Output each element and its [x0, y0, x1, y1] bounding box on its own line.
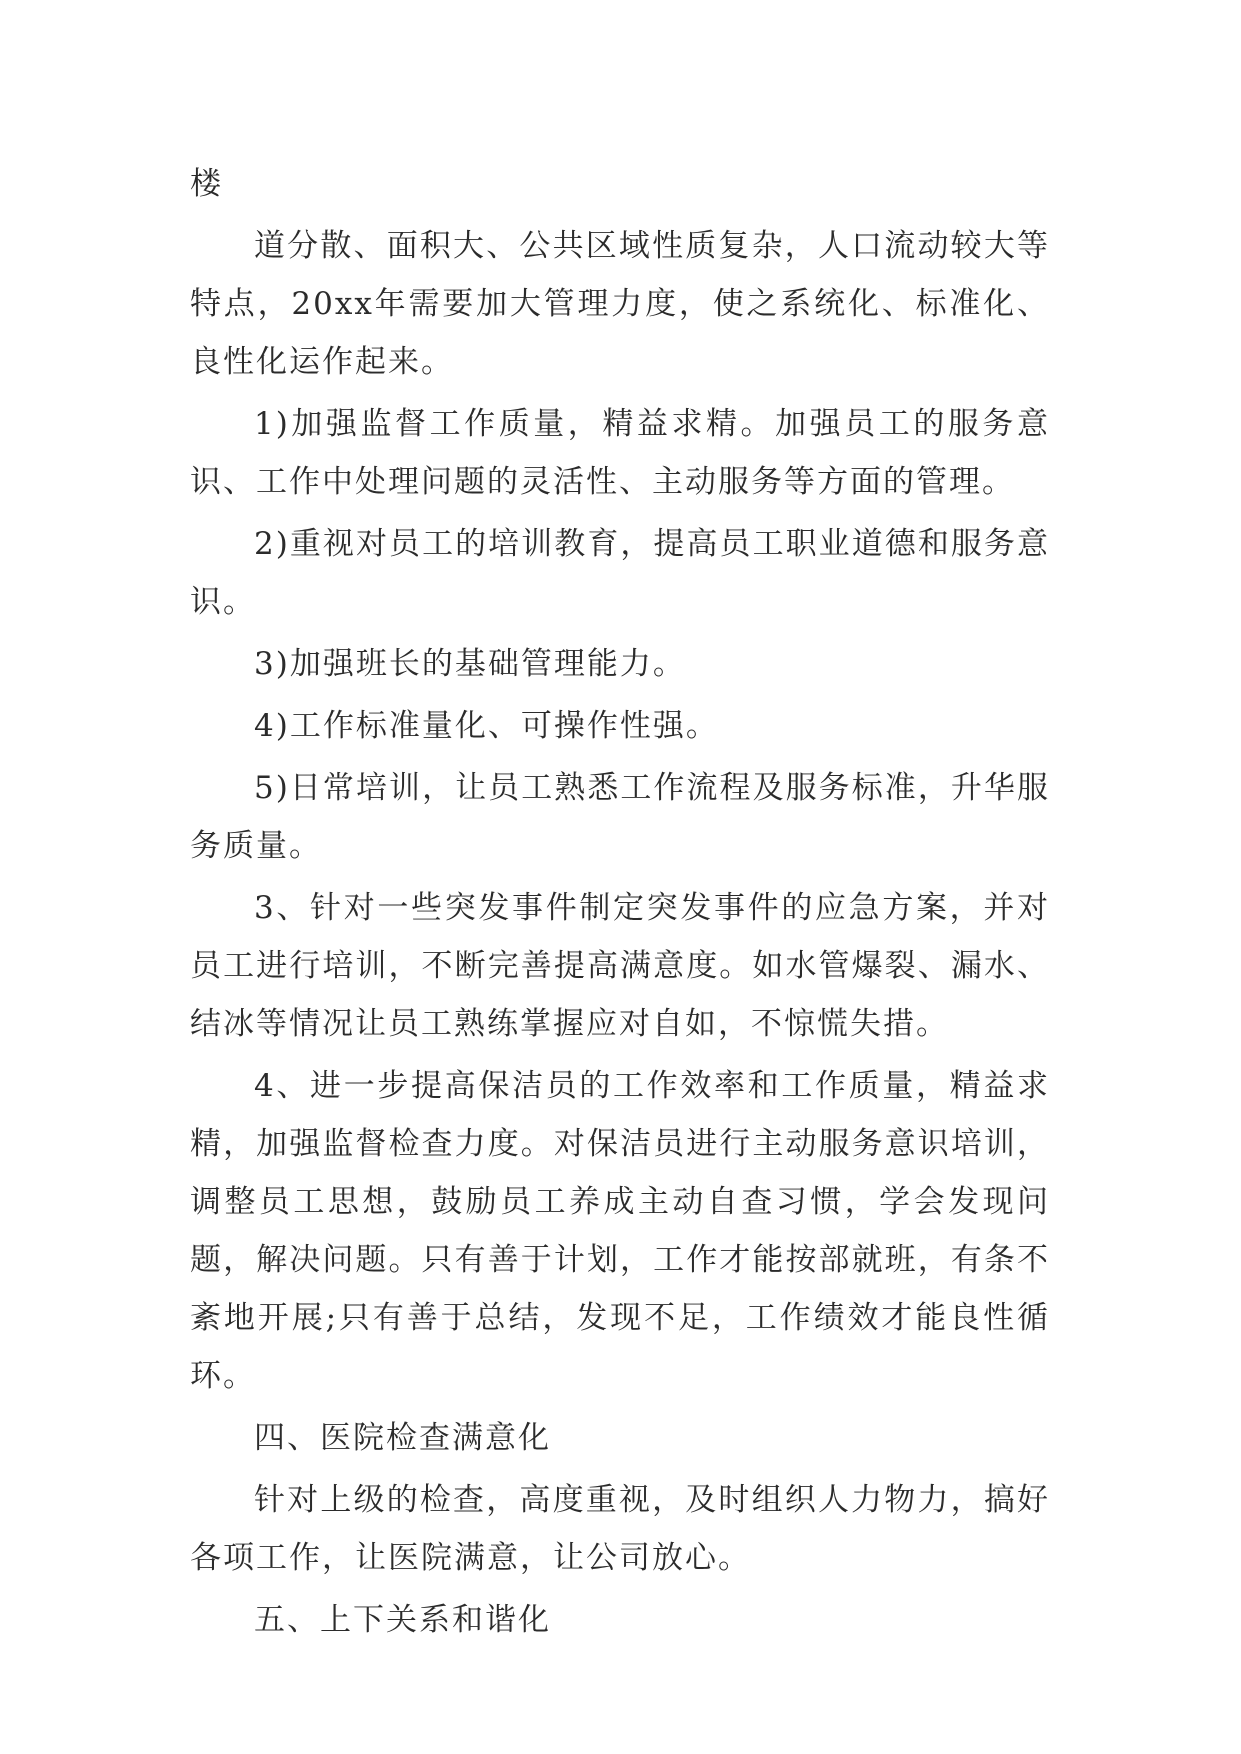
paragraph-area-characteristics: 道分散、面积大、公共区域性质复杂，人口流动较大等特点，20xx年需要加大管理力度，使之系统化、标准化、良性化运作起来。: [190, 228, 1050, 380]
paragraph-cleaner-efficiency: 4、进一步提高保洁员的工作效率和工作质量，精益求精，加强监督检查力度。对保洁员进行主动服务意识培训，调整员工思想，鼓励员工养成主动自查习惯，学会发现问题，解决问题。只有善于计划，工作才能按部就班，有条不紊地开展;只有善于总结，发现不足，工作绩效才能良性循环。: [190, 1068, 1050, 1394]
paragraph-inspection: 针对上级的检查，高度重视，及时组织人力物力，搞好各项工作，让医院满意，让公司放心。: [190, 1482, 1050, 1576]
list-item-1: 1)加强监督工作质量，精益求精。加强员工的服务意识、工作中处理问题的灵活性、主动服务等方面的管理。: [190, 406, 1050, 500]
paragraph-emergency-plan: 3、针对一些突发事件制定突发事件的应急方案，并对员工进行培训，不断完善提高满意度。如水管爆裂、漏水、结冰等情况让员工熟练掌握应对自如，不惊慌失措。: [190, 890, 1050, 1042]
list-item-2: 2)重视对员工的培训教育，提高员工职业道德和服务意识。: [190, 526, 1050, 620]
paragraph-fragment-lou: 楼: [190, 166, 223, 202]
list-item-3: 3)加强班长的基础管理能力。: [254, 646, 686, 682]
list-item-5: 5)日常培训，让员工熟悉工作流程及服务标准，升华服务质量。: [190, 770, 1050, 864]
section-heading-harmony: 五、上下关系和谐化: [254, 1602, 551, 1638]
document-body: [190, 155, 1050, 1649]
section-heading-hospital-inspection: 四、医院检查满意化: [254, 1420, 551, 1456]
list-item-4: 4)工作标准量化、可操作性强。: [254, 708, 719, 744]
